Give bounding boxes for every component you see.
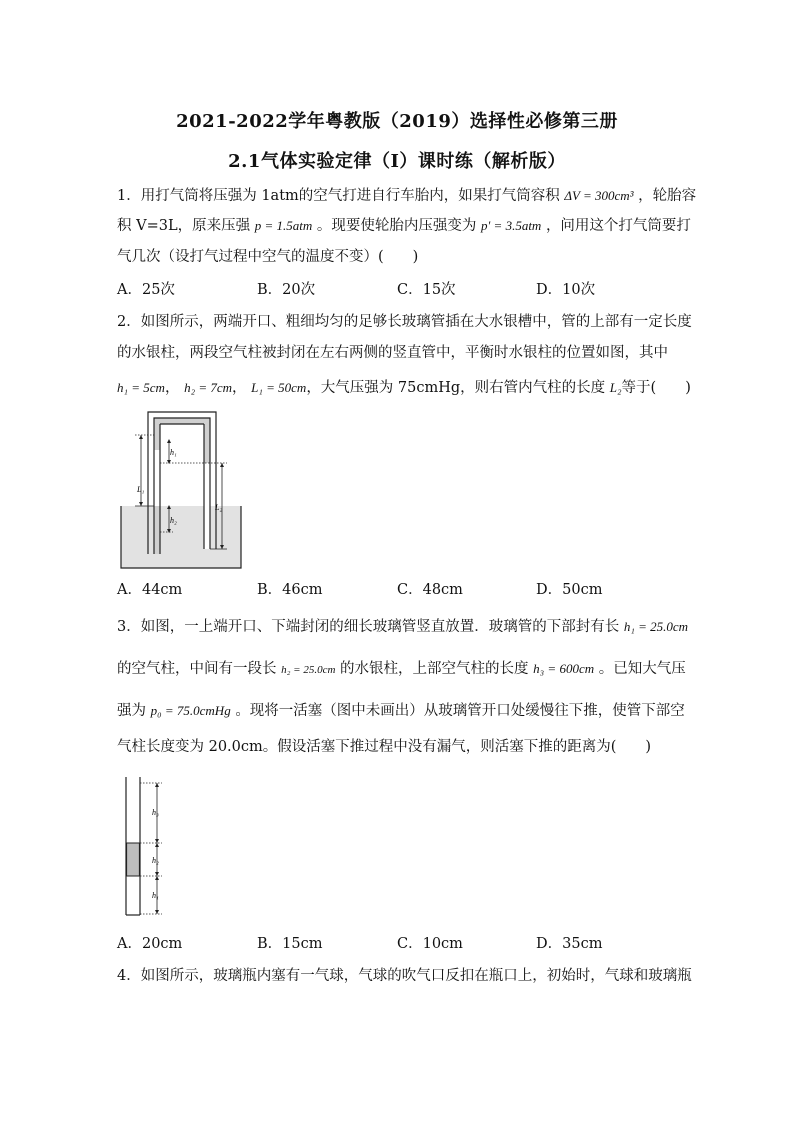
q3-line2: 的空气柱，中间有一段长 h₂ = 25.0cm 的水银柱，上部空气柱的长度 h₃ = 600cm 。已知大气压 [117, 661, 686, 677]
q2-line2: 的水银柱，两段空气柱被封闭在左右两侧的竖直管中，平衡时水银柱的位置如图，其中 [117, 345, 668, 361]
q2-fig-label-h2: h₂ [170, 516, 177, 525]
doc-title-line2: 2.1气体实验定律（Ⅰ）课时练（解析版） [228, 151, 566, 172]
mercury-trough [121, 506, 241, 568]
q1-line2: 积 V=3L，原来压强 p = 1.5atm 。现要使轮胎内压强变为 p′ = 3.5atm ，问用这个打气筒要打 [117, 218, 691, 234]
q2-line3: h₁ = 5cm， h₂ = 7cm， L₁ = 50cm，大气压强为 75cmHg，则右管内气柱的长度 L₂等于( ) [117, 380, 691, 396]
q4-line1: 4．如图所示，玻璃瓶内塞有一气球，气球的吹气口反扣在瓶口上，初始时，气球和玻璃瓶 [117, 968, 692, 984]
q1-delta-v: ΔV = 300cm³ [564, 188, 634, 203]
q2-h2: h₂ = 7cm [184, 380, 233, 395]
q2-option-c[interactable]: C．48cm [397, 582, 463, 598]
q1-p: p = 1.5atm [254, 218, 313, 233]
q1-line1: 1．用打气筒将压强为 1atm的空气打进自行车胎内，如果打气筒容积 ΔV = 300cm³ ，轮胎容 [117, 188, 697, 204]
q2-fig-label-h1: h₁ [170, 448, 177, 457]
q3-figure-glass-tube [120, 775, 180, 917]
q2-option-a[interactable]: A．44cm [117, 582, 183, 598]
mercury-column [127, 843, 140, 876]
q2-figure-u-tube [115, 410, 247, 572]
q2-option-d[interactable]: D．50cm [536, 582, 603, 598]
q3-h1: h₁ = 25.0cm [623, 619, 689, 634]
q1-p-prime: p′ = 3.5atm [480, 218, 542, 233]
q2-L1: L₁ = 50cm [251, 380, 307, 395]
q3-fig-label-h2: h₂ [152, 856, 159, 865]
q3-option-b[interactable]: B．15cm [257, 936, 323, 952]
q3-p0: p₀ = 75.0cmHg [150, 703, 231, 718]
q3-h2: h₂ = 25.0cm [281, 664, 336, 676]
q2-fig-label-L2: L₂ [215, 503, 223, 512]
q2-L2: L₂ [609, 380, 622, 395]
q3-line4: 气柱长度变为 20.0cm。假设活塞下推过程中没有漏气，则活塞下推的距离为( ) [117, 739, 652, 755]
q3-fig-label-h1: h₁ [152, 891, 159, 900]
q1-option-b[interactable]: B．20次 [257, 282, 316, 298]
q3-line3: 强为 p₀ = 75.0cmHg 。现将一活塞（图中未画出）从玻璃管开口处缓慢往下推，使管下部空 [117, 703, 685, 719]
doc-title-line1: 2021-2022学年粤教版（2019）选择性必修第三册 [176, 111, 618, 132]
q3-option-a[interactable]: A．20cm [117, 936, 183, 952]
q3-option-c[interactable]: C．10cm [397, 936, 463, 952]
q1-option-c[interactable]: C．15次 [397, 282, 456, 298]
q1-line3: 气几次（设打气过程中空气的温度不变）( ) [117, 249, 419, 265]
q3-fig-label-h3: h₃ [152, 808, 159, 817]
q3-option-d[interactable]: D．35cm [536, 936, 603, 952]
q2-h1: h₁ = 5cm [117, 380, 165, 395]
q1-option-d[interactable]: D．10次 [536, 282, 596, 298]
q1-option-a[interactable]: A．25次 [117, 282, 175, 298]
q2-option-b[interactable]: B．46cm [257, 582, 323, 598]
q3-line1: 3．如图，一上端开口、下端封闭的细长玻璃管竖直放置．玻璃管的下部封有长 h₁ = 25.0cm [117, 619, 689, 635]
q2-line1: 2．如图所示，两端开口、粗细均匀的足够长玻璃管插在大水银槽中，管的上部有一定长度 [117, 314, 692, 330]
q3-h3: h₃ = 600cm [533, 661, 595, 676]
q2-fig-label-L1: L₁ [137, 485, 145, 494]
